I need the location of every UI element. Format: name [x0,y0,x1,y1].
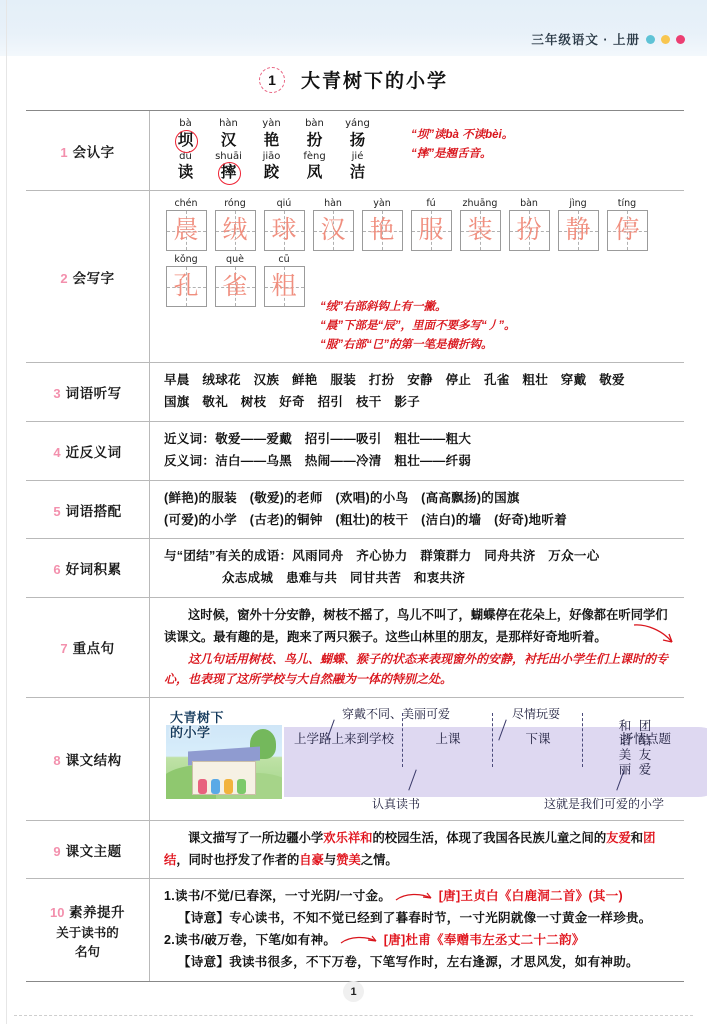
quote-arrow-icon [340,935,380,946]
hanzi: 艳 [263,131,280,149]
table-row-dictation [26,363,684,422]
table-row-theme [26,821,684,880]
collocation-line-1: (鲜艳)的服装 (敬爱)的老师 (欢唱)的小鸟 (高高飘扬)的国旗 [164,490,520,505]
quote-text-1: 1.读书/不觉/已春深，一寸光阴/一寸金。 [164,889,392,904]
tianzige-box [509,210,550,251]
pinyin: bà [179,118,192,129]
structure-diagram [164,705,674,813]
structure-right-text-1: 团结友爱 [637,718,651,777]
theme-text-part: 之情。 [360,852,398,867]
hanzi: 球 [271,216,297,245]
row-number: 7 [60,641,68,657]
row-number: 1 [60,144,68,160]
hanzi: 摔 [221,163,237,183]
structure-note-top-2: 尽情玩耍 [512,706,561,721]
write-grid-line-1 [164,198,674,251]
tianzige-box [215,266,256,307]
pinyin: jiāo [262,150,281,162]
theme-text-part: 的校园生活，体现了我国各民族儿童之间的 [372,830,607,845]
hanzi: 粗 [271,272,297,301]
row-label-sub-1: 关于读书的 [56,925,119,940]
table-row-idioms [26,539,684,598]
write-character-cell [262,254,306,307]
pinyin: fú [426,198,436,210]
table-row-write [26,191,684,363]
idiom-line-1: 与“团结”有关的成语：风雨同舟 齐心协力 群策群力 同舟共济 万众一心 [164,549,600,564]
header [531,30,685,48]
pinyin: shuāi [215,150,242,162]
tianzige-box [166,266,207,307]
note-line: “坝”读bà 不读bèi。 [411,129,514,141]
hanzi: 艳 [369,216,395,245]
note-line: “摔”是翘舌音。 [411,147,492,160]
hanzi: 扮 [306,131,323,149]
quote-meaning-1: 【诗意】专心读书，不知不觉已经到了暮春时节，一寸光阴就像一寸黄金一样珍贵。 [178,911,652,926]
lesson-title-bar [0,66,707,93]
pinyin: yàn [262,118,281,129]
pinyin: cū [278,254,290,266]
recognize-character [293,151,336,184]
tianzige-box [313,210,354,251]
recognize-character [250,118,293,151]
tianzige-box [166,210,207,251]
recognize-character [207,118,250,151]
tianzige-box [264,210,305,251]
collocation-line-2: (可爱)的小学 (古老)的铜钟 (粗壮)的枝干 (洁白)的墙 (好奇)地听着 [164,512,568,527]
recognize-character [164,118,207,151]
row-content-9 [150,821,684,879]
row-label-6 [26,539,150,597]
write-character-cell [507,198,551,251]
table-row-quotes [26,879,684,981]
quote-line-2 [164,930,674,952]
write-character-cell [409,198,453,251]
write-character-cell [164,198,208,251]
theme-paragraph [164,828,674,872]
segment-divider [492,713,493,767]
note-line: “服”右部“㔾”的第一笔是横折钩。 [320,339,493,352]
theme-keyword: 欢乐祥和 [323,830,373,845]
quote-meaning-2: 【诗意】我读书很多，不下万卷，下笔写作时，左右逢源，才思风发，如有神助。 [178,955,639,970]
table-row-keysentence [26,598,684,698]
lesson-number-badge: 1 [259,67,285,93]
row-label-1 [26,111,150,190]
write-character-cell [311,198,355,251]
quote-text-2: 2.读书/破万卷，下笔/如有神。 [164,933,337,948]
quote-arrow-icon [395,892,435,903]
pinyin: què [226,254,244,266]
decor-dot-1 [646,35,655,44]
tianzige-box [558,210,599,251]
theme-text-part: ，同时也抒发了作者的 [176,852,300,867]
quote-line-1 [164,886,674,908]
structure-note-bottom-2: 这就是我们可爱的小学 [544,796,665,811]
write-character-cell [556,198,600,251]
antonym-line: 反义词：洁白——乌黑 热闹——冷清 粗壮——纤弱 [164,453,472,468]
theme-keyword: 友爱 [606,830,631,845]
child-figure [211,779,220,794]
tianzige-box [411,210,452,251]
table-row-synonyms [26,422,684,481]
pinyin: chén [174,198,198,210]
theme-keyword: 自豪 [299,852,324,867]
footer [0,981,707,1002]
theme-text-part: 课文描写了一所边疆小学 [188,830,324,845]
pinyin: hàn [219,118,238,129]
recognize-character [336,151,379,184]
hanzi: 扬 [349,131,366,149]
row-label-text: 会认字 [72,144,115,160]
structure-note-bottom-1: 认真读书 [372,796,421,811]
row-label-sub-2: 名句 [74,944,100,959]
key-sentence-annotation: 这几句话用树枝、鸟儿、蝴蝶、猴子的状态来表现窗外的安静，衬托出小学生们上课时的专心，也表现了这所学校与大自然融为一体的特别之处。 [164,651,669,687]
caption-line: 大青树下 [170,709,225,725]
row-number: 10 [50,904,65,920]
pinyin: hàn [324,198,342,210]
child-figure [237,779,246,794]
segment-line: 下课 [525,732,551,747]
content-table [26,110,684,982]
structure-note-top-1: 穿戴不同、美丽可爱 [342,706,451,721]
hanzi: 雀 [222,272,248,301]
row-label-7 [26,598,150,697]
row-label-4 [26,422,150,480]
write-character-cell [458,198,502,251]
write-notes [320,254,516,355]
hanzi: 绒 [222,216,248,245]
row-number: 8 [53,752,61,768]
segment-line: 来到学校 [344,732,395,747]
caption-line: 的小学 [170,724,211,740]
row-label-text: 课文结构 [65,752,122,768]
row-number: 9 [53,843,61,859]
tianzige-box [215,210,256,251]
row-label-5 [26,481,150,539]
structure-right-text-2: 和谐美丽 [617,718,631,777]
row-label-text: 素养提升 [68,904,125,920]
note-line: “晨”下部是“辰”，里面不要多写“丿”。 [320,320,516,333]
tianzige-box [607,210,648,251]
pinyin: jìng [569,198,587,210]
theme-keyword: 赞美 [336,852,361,867]
row-number: 5 [53,503,61,519]
illustration-caption [170,711,224,741]
row-content-4 [150,422,684,480]
row-label-text: 课文主题 [65,843,122,859]
recognize-character [164,151,207,184]
recognize-character-grid [164,118,379,183]
theme-text-part: 和 [630,830,644,845]
tianzige-box [362,210,403,251]
quote-source-1: [唐]王贞白《白鹿洞二首》(其一) [438,889,623,904]
idiom-line-2: 众志成城 患难与共 同甘共苦 和衷共济 [222,571,466,586]
pinyin: bàn [305,118,324,129]
write-character-cell [605,198,649,251]
pinyin: qiú [276,198,292,210]
pinyin: yàn [373,198,391,210]
pinyin: róng [224,198,246,210]
key-sentence-text: 这时候，窗外十分安静，树枝不摇了，鸟儿不叫了，蝴蝶停在花朵上，好像都在听同学们读课文。最有趣的是，跑来了两只猴子。这些山林里的朋友，是那样好奇地听着。 [164,608,668,645]
table-row-collocation [26,481,684,540]
row-content-10 [150,879,684,981]
row-content-6 [150,539,684,597]
write-character-cell [262,198,306,251]
synonym-line: 近义词：敬爱——爱戴 招引——吸引 粗壮——粗大 [164,431,472,446]
recognize-character [293,118,336,151]
write-character-cell [213,198,257,251]
page-title: 大青树下的小学 [300,71,448,92]
segment-line: 抒情点题 [620,732,671,747]
row-label-text: 好词积累 [65,562,122,578]
write-character-cell [360,198,404,251]
hanzi: 洁 [349,164,366,182]
child-figure [198,779,207,794]
write-character-cell [164,254,208,307]
segment-line: 上学路上 [293,732,344,747]
row-number: 2 [60,270,68,286]
row-label-9 [26,821,150,879]
hanzi: 服 [418,216,444,245]
row-label-text: 词语搭配 [65,503,122,519]
note-line: “绒”右部斜钩上有一撇。 [320,301,447,314]
row-label-2 [26,191,150,362]
pinyin: kǒng [174,254,198,266]
hanzi: 孔 [173,272,199,301]
row-number: 4 [53,444,61,460]
pinyin: tíng [617,198,637,210]
row-label-3 [26,363,150,421]
dictation-line-1: 早晨 绒球花 汉族 鲜艳 服装 打扮 安静 停止 孔雀 粗壮 穿戴 敬爱 [164,373,625,388]
hanzi: 晨 [173,216,199,245]
segment-line: 上课 [435,732,461,747]
table-row-structure [26,698,684,821]
decor-dot-2 [661,35,670,44]
row-label-text: 会写字 [72,270,115,286]
pinyin: fèng [303,150,326,162]
theme-keyword: 团结 [164,830,656,867]
row-content-7 [150,598,684,697]
hanzi: 坝 [178,131,194,151]
quote-source-2: [唐]杜甫《奉赠韦左丞丈二十二韵》 [383,933,585,948]
hanzi: 凤 [306,164,323,182]
pinyin: dú [179,150,192,162]
recognize-character [207,151,250,184]
hanzi: 汉 [220,131,237,149]
theme-text-part: 与 [323,852,337,867]
child-figure [224,779,233,794]
pinyin: bàn [520,198,538,210]
recognize-character [250,151,293,184]
write-grid-line-2 [164,254,306,307]
decor-dot-3 [676,35,685,44]
row-label-text: 近反义词 [65,444,122,460]
segment-divider [582,713,583,767]
pinyin: jié [351,150,364,162]
hanzi: 静 [565,216,591,245]
row-content-2 [150,191,684,362]
pinyin: yáng [345,118,370,129]
tianzige-box [460,210,501,251]
write-character-cell [213,254,257,307]
recognize-notes [411,118,513,164]
row-label-8 [26,698,150,820]
hanzi: 装 [467,216,493,245]
row-content-1 [150,111,684,190]
hanzi: 读 [177,164,194,182]
pinyin: zhuāng [462,198,498,210]
table-row-recognize [26,111,684,191]
hanzi: 跤 [263,164,280,182]
cut-line [14,1015,693,1016]
row-label-10 [26,879,150,981]
row-label-text: 词语听写 [65,386,122,402]
row-number: 6 [53,562,61,578]
row-content-8 [150,698,684,820]
hanzi: 扮 [516,216,542,245]
page-edge-line [6,0,7,1024]
tianzige-box [264,266,305,307]
recognize-character [336,118,379,151]
row-label-text: 重点句 [72,641,115,657]
hanzi: 汉 [320,216,346,245]
hanzi: 停 [614,216,640,245]
book-title: 三年级语文 · 上册 [531,33,640,47]
page-number: 1 [343,981,364,1002]
row-content-3 [150,363,684,421]
row-content-5 [150,481,684,539]
row-number: 3 [53,386,61,402]
dictation-line-2: 国旗 敬礼 树枝 好奇 招引 枝干 影子 [164,395,421,410]
